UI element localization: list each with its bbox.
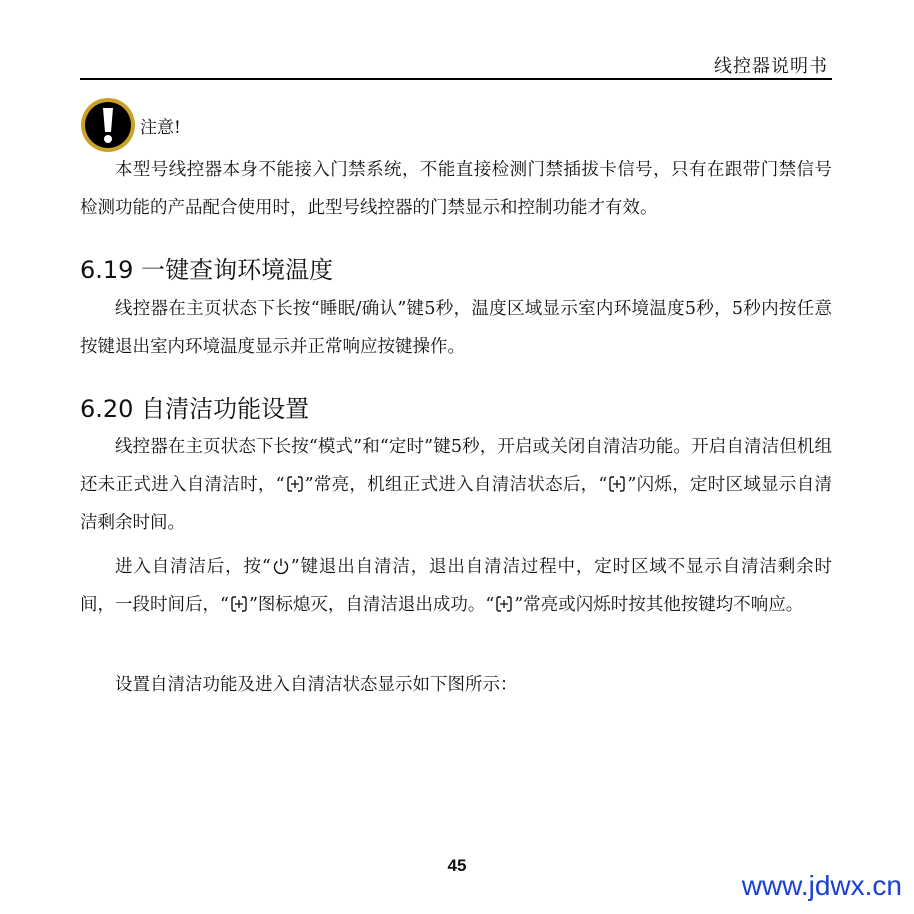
- p2-text-a: 进入自清洁后，按“: [115, 557, 271, 577]
- section-6-19-heading: 6.19 一键查询环境温度: [80, 256, 334, 284]
- p1-text-b: ”常亮，机组正式进入自清洁状态后，“: [304, 475, 608, 495]
- p2-text-b: ”键退出自清洁，退出自清洁过程中，定时区域不显示自清洁剩余时间，一段时间后，“: [80, 557, 832, 615]
- notice-text: 本型号线控器本身不能接入门禁系统，不能直接检测门禁插拔卡信号，只有在跟带门禁信号检测功能的产品配合使用时，此型号线控器的门禁显示和控制功能才有效。: [80, 160, 832, 218]
- section-6-20-paragraph-1: [80, 428, 832, 542]
- p2-text-d: ”常亮或闪烁时按其他按键均不响应。: [514, 595, 804, 615]
- header-title: 线控器说明书: [714, 56, 828, 77]
- notice-label: 注意!: [140, 118, 181, 138]
- self-clean-icon: [286, 475, 304, 493]
- section-6-20-heading: 6.20 自清洁功能设置: [80, 395, 310, 423]
- section-6-19-text: 线控器在主页状态下长按“睡眠/确认”键5秒，温度区域显示室内环境温度5秒，5秒内按任意按键退出室内环境温度显示并正常响应按键操作。: [80, 299, 832, 357]
- exclamation-warning-icon: [80, 97, 136, 153]
- header-divider: [80, 78, 832, 80]
- self-clean-icon: [495, 595, 513, 613]
- self-clean-icon: [608, 475, 626, 493]
- power-icon: [272, 557, 290, 575]
- p1-text-c: ”闪烁，定时区域显示自清洁剩余时间。: [80, 475, 832, 533]
- section-6-20-paragraph-3: 设置自清洁功能及进入自清洁状态显示如下图所示：: [115, 675, 518, 695]
- self-clean-icon: [230, 595, 248, 613]
- p2-text-c: ”图标熄灭，自清洁退出成功。“: [248, 595, 495, 615]
- page-number: 45: [447, 856, 467, 875]
- section-6-20-paragraph-2: [80, 548, 832, 624]
- watermark: www.jdwx.cn: [741, 870, 902, 901]
- p1-text-a: 线控器在主页状态下长按“模式”和“定时”键5秒，开启或关闭自清洁功能。开启自清洁但机组还未正式进入自清洁时，“: [80, 437, 832, 495]
